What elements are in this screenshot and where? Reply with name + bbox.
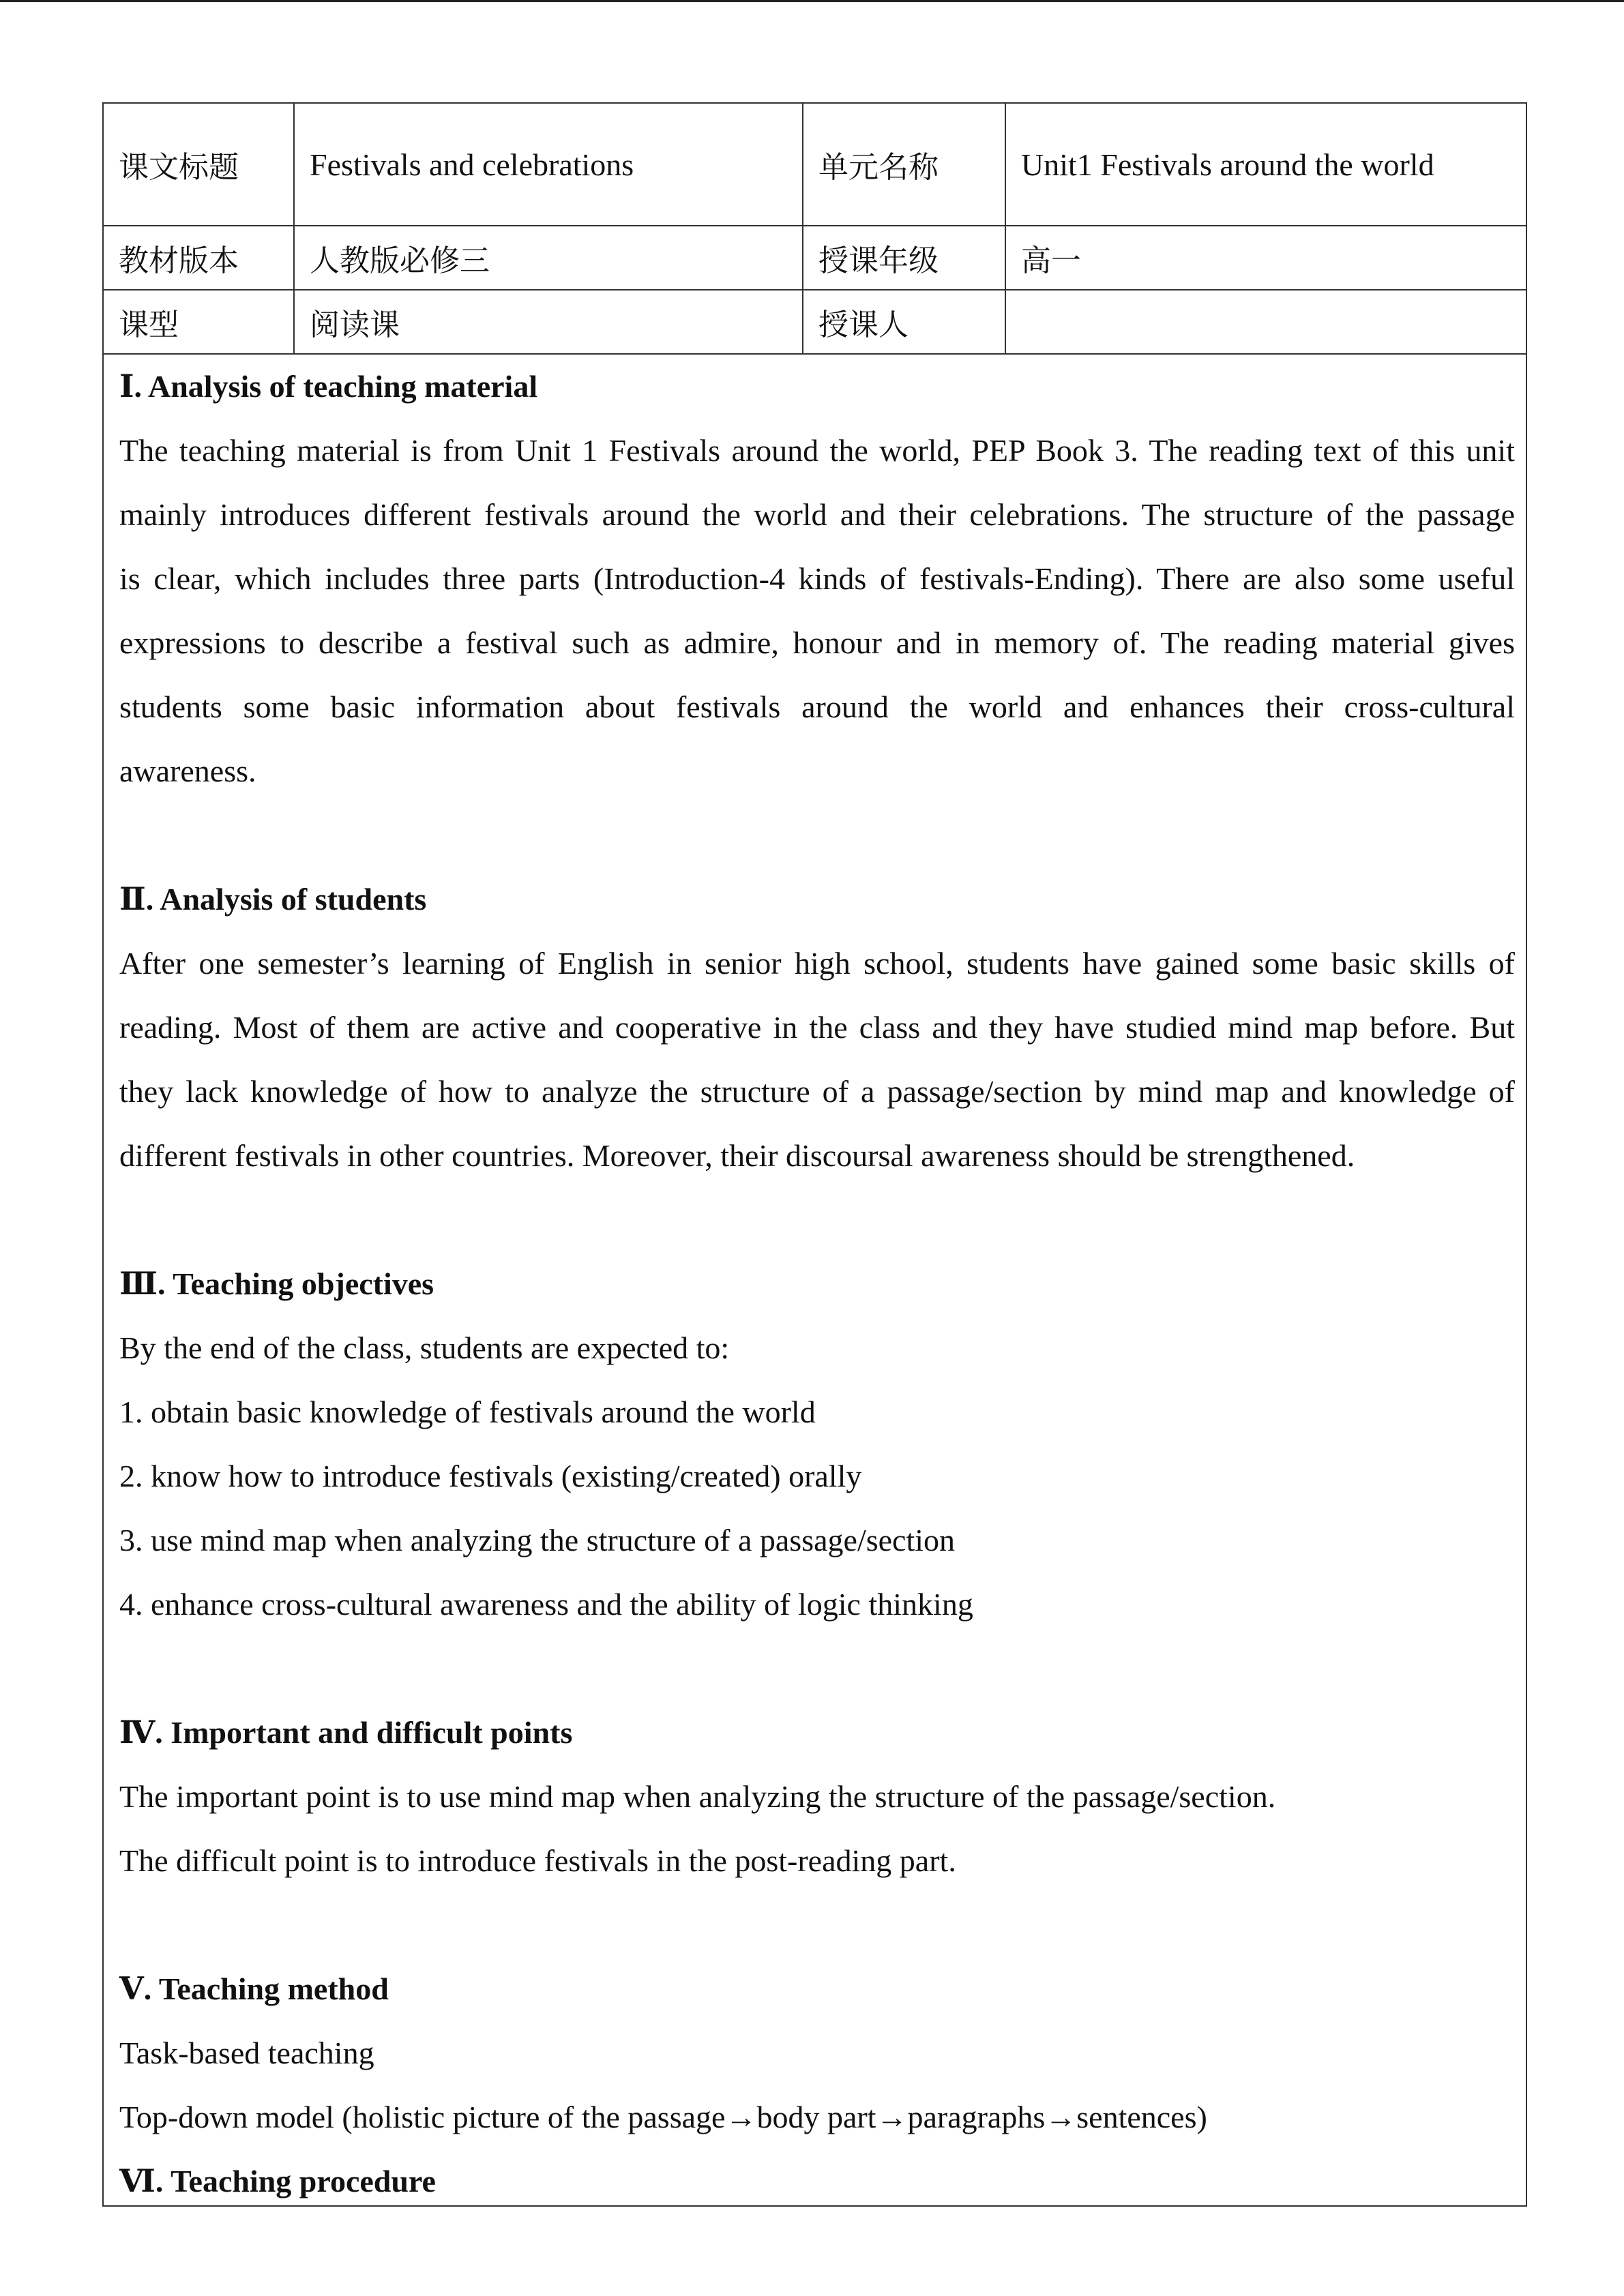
objectives-intro: By the end of the class, students are expected to: [119, 1330, 730, 1365]
label-unit-name: 单元名称 [803, 104, 1006, 225]
info-row-title [104, 104, 1526, 226]
lesson-plan-body [119, 355, 1515, 2213]
label-lesson-title: 课文标题 [104, 104, 295, 225]
paragraph-line: students some basic information about festivals around the world and enhances their cross-cultural [119, 689, 1515, 724]
paragraph-line: mainly introduces different festivals around the world and their celebrations. The structure of the passage [119, 497, 1515, 532]
paragraph-line: is clear, which includes three parts (Introduction-4 kinds of festivals-Ending). There are also some useful [119, 561, 1515, 596]
section-heading-procedure: Ⅵ. Teaching procedure [119, 2164, 436, 2198]
value-lesson-type: 阅读课 [295, 290, 803, 353]
paragraph-line: reading. Most of them are active and cooperative in the class and they have studied mind map before. But [119, 1010, 1515, 1045]
paragraph-line: The teaching material is from Unit 1 Festivals around the world, PEP Book 3. The reading text of this unit [119, 433, 1515, 468]
section-heading-method: Ⅴ. Teaching method [119, 1971, 389, 2006]
label-teacher: 授课人 [803, 290, 1006, 353]
page-top-border [0, 0, 1624, 2]
paragraph-line: different festivals in other countries. Moreover, their discoursal awareness should be strengthened. [119, 1138, 1355, 1173]
paragraph-line: awareness. [119, 754, 256, 788]
value-grade: 高一 [1021, 243, 1081, 278]
value-unit-name: Unit1 Festivals around the world [1021, 147, 1434, 182]
paragraph-line: they lack knowledge of how to analyze the structure of a passage/section by mind map and knowledge of [119, 1074, 1515, 1109]
objective-item: 1. obtain basic knowledge of festivals around the world [119, 1395, 816, 1429]
section-heading-objectives: Ⅲ. Teaching objectives [119, 1266, 434, 1301]
value-teacher [1006, 290, 1526, 353]
label-lesson-type: 课型 [104, 290, 295, 353]
paragraph-line: After one semester’s learning of English in senior high school, students have gained some basic skills of [119, 946, 1515, 981]
label-grade: 授课年级 [803, 226, 1006, 289]
info-row-lesson-type [104, 290, 1526, 355]
value-textbook-edition: 人教版必修三 [295, 226, 803, 289]
section-heading-students: Ⅱ. Analysis of students [119, 882, 427, 916]
objective-item: 4. enhance cross-cultural awareness and the ability of logic thinking [119, 1587, 973, 1622]
method-item: Top-down model (holistic picture of the passage→body part→paragraphs→sentences) [119, 2100, 1207, 2134]
objective-item: 2. know how to introduce festivals (existing/created) orally [119, 1459, 862, 1493]
paragraph-line: expressions to describe a festival such as admire, honour and in memory of. The reading material gives [119, 625, 1515, 660]
section-heading-key-points: Ⅳ. Important and difficult points [119, 1715, 573, 1750]
info-row-edition [104, 226, 1526, 290]
section-heading-teaching-material: Ⅰ. Analysis of teaching material [119, 369, 538, 404]
method-item: Task-based teaching [119, 2036, 374, 2070]
objective-item: 3. use mind map when analyzing the structure of a passage/section [119, 1523, 956, 1557]
paragraph-line: The important point is to use mind map when analyzing the structure of the passage/section. [119, 1779, 1276, 1814]
value-lesson-title: Festivals and celebrations [295, 104, 803, 225]
label-textbook-edition: 教材版本 [104, 226, 295, 289]
lesson-plan-sheet [102, 102, 1527, 2207]
paragraph-line: The difficult point is to introduce festivals in the post-reading part. [119, 1843, 956, 1878]
